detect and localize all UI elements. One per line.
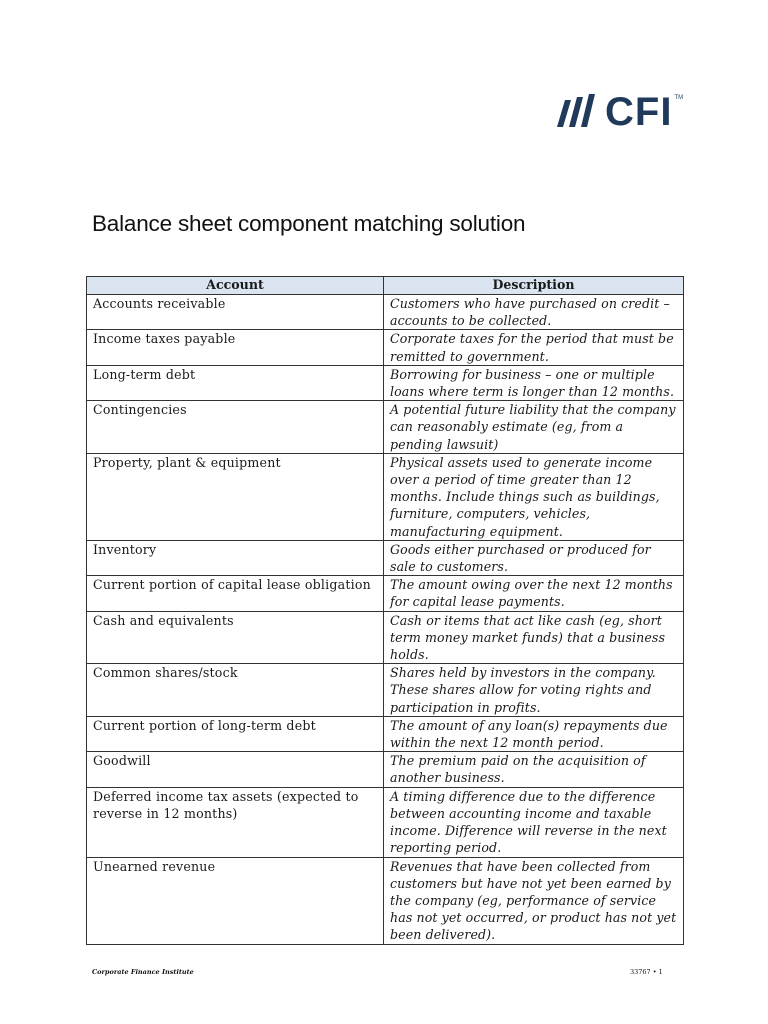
description-cell: The premium paid on the acquisition of another business. <box>384 752 684 787</box>
account-cell: Current portion of long-term debt <box>87 716 384 751</box>
description-cell: The amount owing over the next 12 months for capital lease payments. <box>384 576 684 611</box>
account-cell: Deferred income tax assets (expected to reverse in 12 months) <box>87 787 384 857</box>
account-cell: Income taxes payable <box>87 330 384 365</box>
account-cell: Cash and equivalents <box>87 611 384 664</box>
account-cell: Goodwill <box>87 752 384 787</box>
column-header-description: Description <box>384 277 684 295</box>
account-cell: Accounts receivable <box>87 295 384 330</box>
description-cell: Customers who have purchased on credit – accounts to be collected. <box>384 295 684 330</box>
table-row <box>87 576 684 611</box>
description-cell: Shares held by investors in the company. These shares allow for voting rights and participation in profits. <box>384 664 684 717</box>
footer-organization: Corporate Finance Institute <box>92 968 194 976</box>
table-row <box>87 611 684 664</box>
account-cell: Inventory <box>87 540 384 575</box>
description-cell: Goods either purchased or produced for sale to customers. <box>384 540 684 575</box>
description-cell: Cash or items that act like cash (eg, short term money market funds) that a business holds. <box>384 611 684 664</box>
table-row <box>87 540 684 575</box>
table-row <box>87 857 684 944</box>
table-row <box>87 752 684 787</box>
trademark-mark: TM <box>674 95 684 101</box>
table-row <box>87 401 684 454</box>
table-row <box>87 295 684 330</box>
description-cell: Borrowing for business – one or multiple loans where term is longer than 12 months. <box>384 365 684 400</box>
account-cell: Unearned revenue <box>87 857 384 944</box>
table-row <box>87 330 684 365</box>
description-cell: A timing difference due to the difference between accounting income and taxable income. Difference will reverse in the next reporting period. <box>384 787 684 857</box>
description-cell: The amount of any loan(s) repayments due within the next 12 month period. <box>384 716 684 751</box>
description-cell: Physical assets used to generate income over a period of time greater than 12 months. Include things such as buildings, furniture, computers, vehicles, manufacturing equipment. <box>384 453 684 540</box>
cfi-stripes-icon <box>557 94 601 128</box>
table-row <box>87 664 684 717</box>
footer-page-number: 33767 • 1 <box>630 968 663 976</box>
account-cell: Contingencies <box>87 401 384 454</box>
table-row <box>87 365 684 400</box>
table-row <box>87 453 684 540</box>
logo-text: CFI <box>605 90 673 134</box>
column-header-account: Account <box>87 277 384 295</box>
account-cell: Long-term debt <box>87 365 384 400</box>
table-header-row <box>87 277 684 295</box>
table-row <box>87 716 684 751</box>
description-cell: A potential future liability that the company can reasonably estimate (eg, from a pending lawsuit) <box>384 401 684 454</box>
cfi-logo <box>557 90 684 134</box>
description-cell: Corporate taxes for the period that must be remitted to government. <box>384 330 684 365</box>
matching-table <box>86 276 684 945</box>
account-cell: Common shares/stock <box>87 664 384 717</box>
document-title: Balance sheet component matching solution <box>92 211 526 236</box>
account-cell: Current portion of capital lease obligation <box>87 576 384 611</box>
description-cell: Revenues that have been collected from customers but have not yet been earned by the company (eg, performance of service has not yet occurred, or product has not yet been delivered). <box>384 857 684 944</box>
account-cell: Property, plant & equipment <box>87 453 384 540</box>
table-row <box>87 787 684 857</box>
